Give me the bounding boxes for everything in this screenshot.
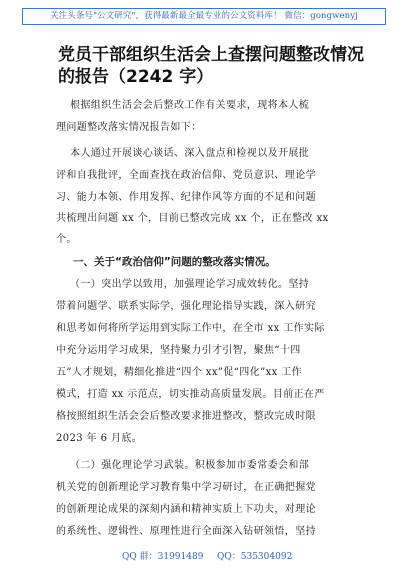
para3-line-6: 模式，打造 xx 示范点，切实推动高质量发展。目前正在严 (56, 389, 325, 400)
document-title (58, 44, 378, 88)
header-banner (22, 8, 386, 25)
header-text: 关注头条号"公文研究"，获得最新最全最专业的公文资料库！ 微信：gongwenyj (50, 11, 358, 21)
para2-line-2: 评和自我批评，全面查找在政治信仰、党员意识、理论学 (56, 170, 316, 181)
para2-line-1: 本人通过开展谈心谈话、深入盘点和检视以及开展批 (70, 148, 310, 159)
para2-line-4: 共梳理出问题 xx 个，目前已整改完成 xx 个，正在整改 xx (56, 213, 329, 224)
title-line-2: 的报告（2242 字） (58, 67, 214, 87)
para3-line-5: 五”人才规划，精细化推进“四个 xx”促“四化”xx 工作 (56, 367, 303, 378)
para3-line-8: 2023 年 6 月底。 (56, 433, 143, 444)
para1-line-1: 根据组织生活会会后整改工作有关要求，现将本人梳 (70, 100, 310, 111)
para3-line-1: （一）突出学以致用，加强理论学习成效转化。坚持 (70, 279, 310, 290)
para4-line-1: （二）强化理论学习武装。积极参加市委常委会和部 (70, 460, 310, 471)
para4-line-3: 的创新理论成果的深刻内涵和精神实质上下功夫，对理论 (56, 504, 316, 515)
para4-line-4: 的系统性、逻辑性、原理性进行全面深入钻研领悟，坚持 (56, 526, 316, 537)
title-line-1: 党员干部组织生活会上查摆问题整改情况 (58, 45, 364, 65)
para4-line-2: 机关党的创新理论学习教育集中学习研讨，在正确把握党 (56, 482, 316, 493)
para3-line-2: 带着问题学、联系实际学，强化理论指导实践，深入研究 (56, 301, 316, 312)
para3-line-4: 中充分运用学习成果，坚持聚力引才引智，聚焦“十四 (56, 345, 301, 356)
footer-qq-group: QQ 群：31991489 (122, 552, 204, 562)
para2-line-5: 个。 (56, 234, 77, 245)
footer-qq: QQ：535304092 (217, 552, 293, 562)
para3-line-3: 和思考如何将所学运用到实际工作中，在全市 xx 工作实际 (56, 323, 325, 334)
para2-line-3: 习、能力本领、作用发挥、纪律作风等方面的不足和问题 (56, 192, 316, 203)
para1-line-2: 理问题整改落实情况报告如下： (56, 122, 202, 133)
section-1-heading: 一、关于“政治信仰”问题的整改落实情况。 (73, 256, 276, 268)
para3-line-7: 格按照组织生活会会后整改要求推进整改，整改完成时限 (56, 411, 316, 422)
